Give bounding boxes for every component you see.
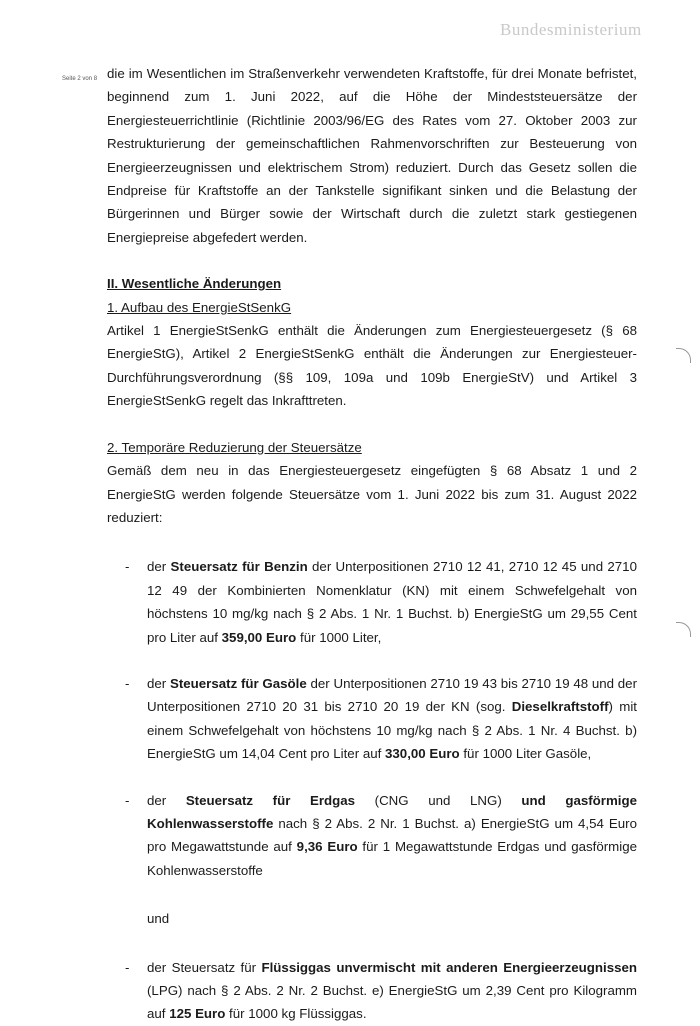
intro-paragraph: die im Wesentlichen im Straßenverkehr verwendeten Kraftstoffe, für drei Monate befristet, beginnend zum 1. Juni 2022, auf die Höhe der Mindeststeuersätze der Energiesteuerrichtlinie (Richtlinie 2003/96/EG des Rates vom 27. Oktober 2003 zur Restrukturierung der gemeinschaftlichen Rahmenvorschriften zur Besteuerung von Energieerzeugnissen und elektrischem Strom) reduziert. Durch das Gesetz sollen die Endpreise für Kraftstoffe an der Tankstelle signifikant sinken und die Belastung der Bürgerinnen und Bürger sowie der Wirtschaft durch die zuletzt stark gestiegenen Energiepreise abgefedert werden. — [107, 66, 637, 245]
reduction-paragraph: Gemäß dem neu in das Energiesteuergesetz eingefügten § 68 Absatz 1 und 2 EnergieStG werden folgende Steuersätze vom 1. Juni 2022 bis zum 31. August 2022 reduziert: — [107, 463, 637, 525]
subsection-heading-reduction: 2. Temporäre Reduzierung der Steuersätze — [107, 439, 362, 455]
list-item-gasoele: - der Steuersatz für Gasöle der Unterpositionen 2710 19 43 bis 2710 19 48 und der Unterpositionen 2710 20 31 bis 2710 20 19 der KN (sog. Dieselkraftstoff) mit einem Schwefelgehalt von höchstens 10 mg/kg nach § 2 Abs. 1 Nr. 4 Buchst. b) EnergieStG um 14,04 Cent pro Liter auf 330,00 Euro für 1000 Liter Gasöle, — [107, 672, 637, 766]
page-number-label: Seite 2 von 8 — [62, 76, 98, 82]
tax-rate-list — [107, 555, 637, 882]
subsection-heading-structure: 1. Aufbau des EnergieStSenkG — [107, 299, 292, 315]
document-body — [107, 62, 637, 1026]
structure-paragraph: Artikel 1 EnergieStSenkG enthält die Änderungen zum Energiesteuergesetz (§ 68 EnergieStG), Artikel 2 EnergieStSenkG enthält die Änderungen zur Energiesteuer-Durchführungsverordnung (§§ 109, 109a und 109b EnergieStV) und Artikel 3 EnergieStSenkG regelt das Inkrafttreten. — [107, 323, 637, 409]
list-item-benzin: - der Steuersatz für Benzin der Unterpositionen 2710 12 41, 2710 12 45 und 2710 12 49 der Kombinierten Nomenklatur (KN) mit einem Schwefelgehalt von höchstens 10 mg/kg nach § 2 Abs. 1 Nr. 1 Buchst. b) EnergieStG um 29,55 Cent pro Liter auf 359,00 Euro für 1000 Liter, — [107, 555, 637, 649]
list-item-fluessiggas: - der Steuersatz für Flüssiggas unvermischt mit anderen Energieerzeugnissen (LPG) nach § 2 Abs. 2 Nr. 2 Buchst. e) EnergieStG um 2,39 Cent pro Kilogramm auf 125 Euro für 1000 kg Flüssiggas. — [107, 956, 637, 1026]
tax-rate-list-continued — [107, 956, 637, 1026]
connector-und: und — [147, 911, 170, 927]
section-heading: II. Wesentliche Änderungen — [107, 276, 282, 292]
scan-mark-lower — [676, 622, 691, 637]
scan-mark-upper — [676, 348, 691, 363]
list-item-erdgas: - der Steuersatz für Erdgas (CNG und LNG) und gasförmige Kohlenwasserstoffe nach § 2 Abs. 2 Nr. 1 Buchst. a) EnergieStG um 4,54 Euro pro Megawattstunde auf 9,36 Euro für 1 Megawattstunde Erdgas und gasförmige Kohlenwasserstoffe — [107, 789, 637, 883]
ghost-header-title: Bundesministerium — [500, 20, 642, 39]
